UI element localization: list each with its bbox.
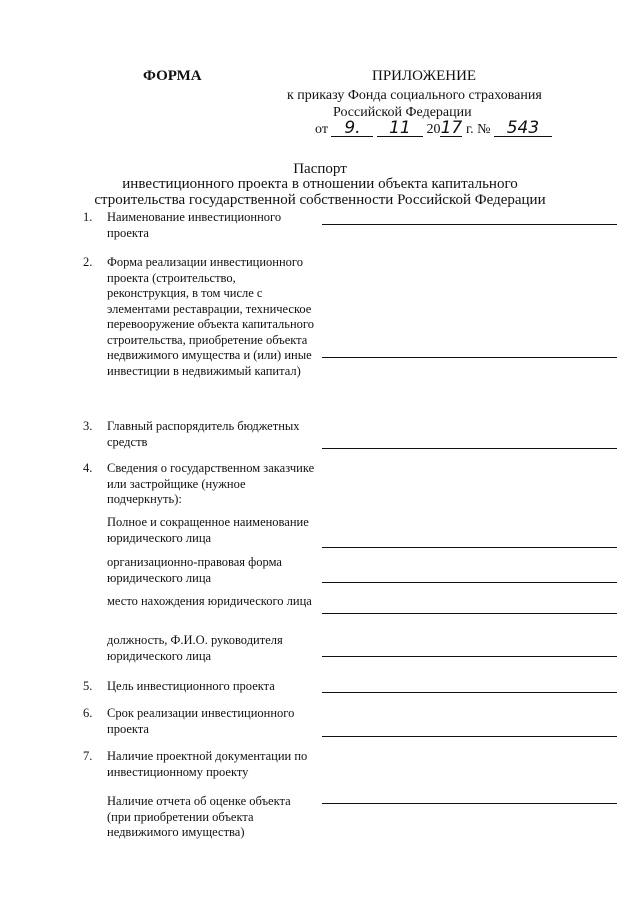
- fill-in-line: [322, 357, 617, 358]
- appendix-label: ПРИЛОЖЕНИЕ: [372, 68, 477, 84]
- date-prefix: от: [315, 122, 328, 137]
- item-number: 5.: [83, 679, 93, 693]
- order-date-number: [315, 118, 552, 138]
- item-label: Цель инвестиционного проекта: [107, 679, 275, 693]
- item-number: 1.: [83, 210, 93, 224]
- item-number: 7.: [83, 749, 93, 763]
- fill-in-line: [322, 582, 617, 583]
- fill-in-line: [322, 547, 617, 548]
- document-title: Паспорт: [293, 161, 347, 177]
- form-label: ФОРМА: [143, 68, 202, 84]
- fill-in-line: [322, 448, 617, 449]
- handwritten-year: 17: [440, 118, 463, 138]
- handwritten-day: 9.: [331, 121, 373, 137]
- fill-in-line: [322, 736, 617, 737]
- item-label: место нахождения юридического лица: [107, 594, 312, 608]
- order-reference: к приказу Фонда социального страхования: [287, 88, 542, 103]
- item-number: 6.: [83, 706, 93, 720]
- fill-in-line: [322, 613, 617, 614]
- item-label: Форма реализации инвестиционного проекта (строительство, реконструкция, в том числе с элементами реставрации, техническое перевооружение объекта капитального строительства, приобретение объекта недвижимого имущества и (или) иные инвестиции в недвижимый капитал): [107, 255, 314, 378]
- federation-line: Российской Федерации: [333, 105, 472, 120]
- fill-in-line: [322, 656, 617, 657]
- year-suffix: г. №: [465, 122, 491, 137]
- item-label: организационно-правовая форма юридического лица: [107, 555, 282, 585]
- item-label: Полное и сокращенное наименование юридического лица: [107, 515, 309, 545]
- item-label: Наличие проектной документации по инвестиционному проекту: [107, 749, 308, 779]
- item-number: 4.: [83, 461, 93, 475]
- item-label: должность, Ф.И.О. руководителя юридического лица: [107, 633, 283, 663]
- document-subtitle-line2: строительства государственной собственности Российской Федерации: [94, 192, 546, 208]
- handwritten-order-number: 543: [494, 121, 552, 137]
- handwritten-month: 11: [377, 121, 423, 137]
- item-number: 3.: [83, 419, 93, 433]
- item-label: Наименование инвестиционного проекта: [107, 210, 282, 240]
- fill-in-line: [322, 803, 617, 804]
- document-subtitle-line1: инвестиционного проекта в отношении объекта капитального: [122, 176, 518, 192]
- fill-in-line: [322, 692, 617, 693]
- item-number: 2.: [83, 255, 93, 269]
- item-label: Срок реализации инвестиционного проекта: [107, 706, 295, 736]
- item-label: Сведения о государственном заказчике или застройщике (нужное подчеркнуть):: [107, 461, 315, 506]
- fill-in-line: [322, 224, 617, 225]
- year-prefix: 20: [426, 122, 441, 137]
- item-label: Главный распорядитель бюджетных средств: [107, 419, 300, 449]
- item-label: Наличие отчета об оценке объекта (при приобретении объекта недвижимого имущества): [107, 794, 291, 839]
